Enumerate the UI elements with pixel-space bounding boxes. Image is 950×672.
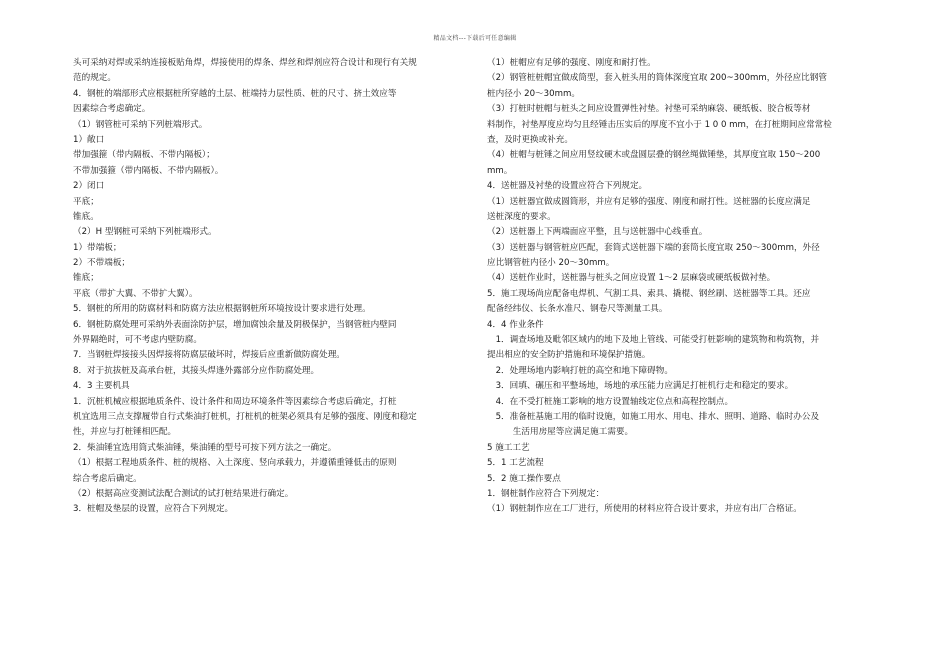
text-line: （1）钢管桩可采纳下列桩端形式。 (73, 119, 208, 130)
text-line: 4．4 作业条件 (487, 319, 544, 330)
text-line: 配备经纬仪、长条水准尺、钢卷尺等测量工具。 (487, 304, 668, 315)
text-line: （1）送桩器宜做成圆筒形，并应有足够的强度、刚度和耐打性。送桩器的长度应满足 (487, 196, 811, 207)
text-line: 锥底。 (73, 211, 99, 222)
text-line: 平底（带扩大翼、不带扩大翼）。 (73, 288, 198, 299)
right-text-column (487, 56, 882, 518)
text-line: （2）钢管桩桩帽宜做成筒型，套入桩头用的筒体深度宜取 200~300mm，外径应比钢管 (487, 73, 827, 84)
text-line: 机宜选用三点支撑履带自行式柴油打桩机，打桩机的桩架必须具有足够的强度、刚度和稳定 (73, 411, 417, 422)
left-text-column (73, 56, 473, 518)
text-line: 范的规定。 (73, 73, 116, 84)
text-line: 1．钢桩制作应符合下列规定： (487, 488, 605, 499)
text-line: 料制作，衬垫厚度应均匀且经锤击压实后的厚度不宜小于 1 0 0 mm，在打桩期间应常常检 (487, 119, 832, 130)
text-line: （1）根据工程地质条件、桩的规格、入土深度、竖向承载力，并遵循重锤低击的原则 (73, 458, 397, 469)
text-line: mm。 (487, 165, 513, 176)
text-line: 5 施工工艺 (487, 442, 530, 453)
text-line: （4）桩帽与桩锤之间应用竖纹硬木或盘圆层叠的钢丝绳做锤垫，其厚度宜取 150～200 (487, 150, 821, 161)
text-line: 锥底； (73, 273, 99, 284)
text-line: 4．在不受打桩施工影响的地方设置轴线定位点和高程控制点。 (487, 396, 734, 407)
text-line: 4．钢桩的端部形式应根据桩所穿越的土层、桩端持力层性质、桩的尺寸、挤土效应等 (73, 88, 397, 99)
text-line: 5．施工现场尚应配备电焊机、气割工具、索具、撬棍、钢丝刷、送桩器等工具。还应 (487, 288, 811, 299)
text-line: 5．1 工艺流程 (487, 458, 544, 469)
page-header: 精品文档---下载后可任意编辑 (433, 35, 517, 42)
text-line: 提出相应的安全防护措施和环境保护措施。 (487, 350, 651, 361)
text-line: （3）送桩器与钢管桩应匹配，套筒式送桩器下端的套筒长度宜取 250～300mm，外径 (487, 242, 820, 253)
text-line: 外界隔绝时，可不考虑内壁防腐。 (73, 335, 202, 346)
text-line: 1．调查场地及毗邻区域内的地下及地上管线、可能受打桩影响的建筑物和构筑物，并 (487, 335, 820, 346)
text-line: 5．2 施工操作要点 (487, 473, 561, 484)
text-line: 8．对于抗拔桩及高承台桩，其接头焊逢外露部分应作防腐处理。 (73, 365, 320, 376)
text-line: 6．钢桩防腐处理可采纳外表面涂防护层，增加腐蚀余量及阴极保护，当钢管桩内壁同 (73, 319, 397, 330)
text-line: （4）送桩作业时，送桩器与桩头之间应设置 1～2 层麻袋或硬纸板做衬垫。 (487, 273, 776, 284)
text-line: 3．桩帽及垫层的设置，应符合下列规定。 (73, 504, 234, 515)
text-line: 4．3 主要机具 (73, 381, 130, 392)
text-line: （2）H 型钢桩可采纳下列桩端形式。 (73, 227, 217, 238)
text-line: 2）闭口 (73, 181, 105, 192)
text-line: 头可采纳对焊或采纳连接板贴角焊，焊接使用的焊条、焊丝和焊剂应符合设计和现行有关规 (73, 58, 417, 68)
text-line: 因素综合考虑确定。 (73, 104, 151, 115)
text-line: 2．柴油锤宜选用筒式柴油锤，柴油锤的型号可按下列方法之一确定。 (73, 442, 337, 453)
text-line: 2）不带端板； (73, 258, 131, 269)
text-line: 桩内径小 20～30mm。 (487, 88, 580, 99)
text-line: 2．处理场地内影响打桩的高空和地下障碍物。 (487, 365, 673, 376)
text-line: 1．沉桩机械应根据地质条件、设计条件和周边环境条件等因素综合考虑后确定，打桩 (73, 396, 397, 407)
text-line: 1）带端板； (73, 242, 122, 253)
text-line: 不带加强箍（带内隔板、不带内隔板）。 (73, 165, 224, 176)
text-line: 带加强箍（带内隔板、不带内隔板）； (73, 150, 215, 161)
text-line: （1）桩帽应有足够的强度、刚度和耐打性。 (487, 58, 656, 68)
text-line: （3）打桩时桩帽与桩头之间应设置弹性衬垫。衬垫可采纳麻袋、硬纸板、胶合板等材 (487, 104, 811, 115)
text-line: 综合考虑后确定。 (73, 473, 142, 484)
text-line: 7．当钢桩焊接接头因焊接将防腐层破坏时，焊接后应重新做防腐处理。 (73, 350, 345, 361)
text-line: （2）送桩器上下两端面应平整，且与送桩器中心线垂直。 (487, 227, 708, 238)
text-line: 生活用房屋等应满足施工需要。 (487, 427, 634, 438)
text-line: 查，及时更换或补充。 (487, 134, 573, 145)
text-line: 5．准备桩基施工用的临时设施，如施工用水、用电、排水、照明、道路、临时办公及 (487, 411, 820, 422)
text-line: 应比钢管桩内径小 20～30mm。 (487, 258, 615, 269)
text-line: （1）钢桩制作应在工厂进行，所使用的材料应符合设计要求，并应有出厂合格证。 (487, 504, 802, 515)
text-line: 1）敞口 (73, 134, 105, 145)
text-line: 送桩深度的要求。 (487, 211, 556, 222)
text-line: （2）根据高应变测试法配合测试的试打桩结果进行确定。 (73, 488, 294, 499)
text-line: 平底； (73, 196, 99, 207)
text-line: 5．钢桩的所用的防腐材料和防腐方法应根据钢桩所环境按设计要求进行处理。 (73, 304, 371, 315)
text-line: 性，并应与打桩锤相匹配。 (73, 427, 177, 438)
text-line: 3．回填、碾压和平整场地，场地的承压能力应满足打桩机行走和稳定的要求。 (487, 381, 794, 392)
text-line: 4．送桩器及衬垫的设置应符合下列规定。 (487, 181, 648, 192)
